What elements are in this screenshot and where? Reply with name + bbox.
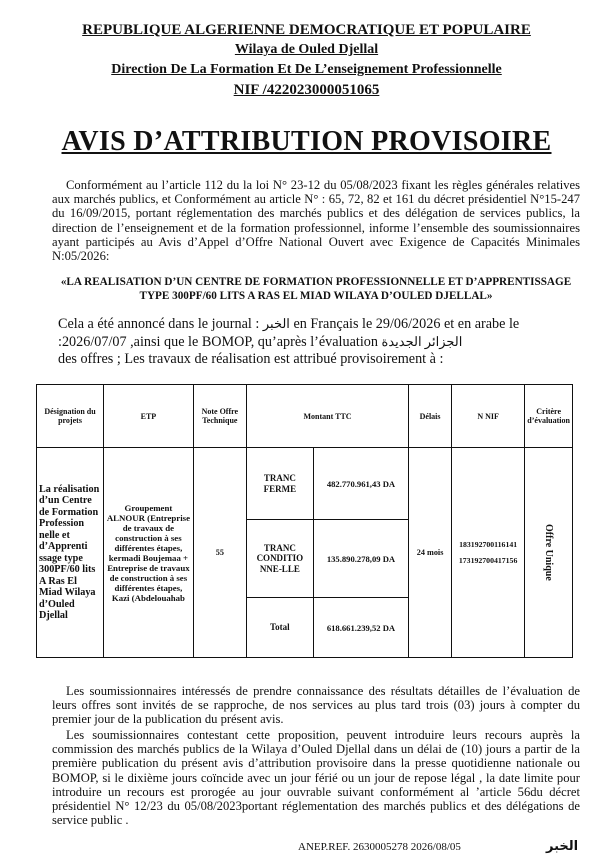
cell-note: 55 bbox=[193, 448, 246, 658]
header-nif: NIF /422023000051065 bbox=[233, 82, 380, 98]
intro-text: Conformément au l’article 112 du la loi N° 23-12 du 05/08/2023 fixant les règles générales relatives aux marchés publics, et Conformément au article N° : 65, 72, 82 et 161 du décret présidentiel N°15-247 du 16/09/2015, portant réglementation des marchés publics et des délégation de services publics, la direction de l’enseignement et de la formation professionnel, informe l’ensemble des soumissionnaires ayant participés au Avis d’Appel d’Offre National Ouvert avec Exigence de Capacités Minimales N:05/2026: bbox=[52, 178, 580, 264]
annonce-paragraph bbox=[58, 315, 578, 368]
annonce-part2: en Français le 29/06/2026 et en arabe le :2026/07/07 ,ainsi que le BOMOP, qu’après l’évaluation bbox=[58, 316, 520, 350]
col-nif: N NIF bbox=[451, 385, 524, 448]
cell-delais: 24 mois bbox=[409, 448, 452, 658]
newspaper-logo: الخبر bbox=[546, 839, 579, 854]
col-montant: Montant TTC bbox=[246, 385, 408, 448]
cell-tranche-ferme: TRANC FERME bbox=[246, 448, 313, 520]
intro-paragraph bbox=[52, 178, 580, 263]
col-delais: Délais bbox=[409, 385, 452, 448]
header-direction: Direction De La Formation Et De L’enseignement Professionnelle bbox=[111, 62, 502, 77]
annonce-part1: Cela a été annoncé dans le journal : bbox=[58, 316, 263, 332]
journal-arabic-1: الخبر bbox=[262, 316, 290, 331]
page-title: AVIS D’ATTRIBUTION PROVISOIRE bbox=[61, 126, 552, 157]
paragraph-consultation: Les soumissionnaires intéressés de prendre connaissance des résultats détailles de l’évaluation de leurs offres sont invités de se rapproche, de nos services au plus tard trois (03) jours à compter du premier jour de la publication du présent avis. bbox=[52, 684, 580, 727]
cell-designation: La réalisation d’un Centre de Formation Profession nelle et d’Apprenti ssage type 300PF/60 lits A Ras El Miad Wilaya d’Ouled Djellal bbox=[37, 448, 104, 658]
cell-total: Total bbox=[246, 598, 313, 658]
col-note: Note Offre Technique bbox=[193, 385, 246, 448]
paragraph-recours: Les soumissionnaires contestant cette proposition, peuvent introduire leurs recours auprès la commission des marchés publics de la Wilaya d’Ouled Djellal dans un délai de (10) jours a partir de la première publication du présent avis d’attribution provisoire dans la presse quotidienne nationale ou BOMOP, si le dixième jours coïncide avec un jour férié ou un jour de repose légal , la date limite pour introduire un recours est prorogée au jour ouvrable suivant conformément al ’article 56du décret présidentiel N° 12/23 du 05/08/2023portant réglementation des marchés publics et des délégations de service public . bbox=[52, 728, 580, 828]
journal-arabic-2: الجزائر الجديدة bbox=[381, 334, 463, 349]
col-etp: ETP bbox=[104, 385, 194, 448]
cell-critere bbox=[525, 448, 573, 658]
anep-reference: ANEP.REF. 2630005278 2026/08/05 bbox=[298, 841, 461, 853]
header-republic: REPUBLIQUE ALGERIENNE DEMOCRATIQUE ET POPULAIRE bbox=[82, 22, 531, 38]
col-designation: Désignation du projets bbox=[37, 385, 104, 448]
nif-1: 183192700116141 bbox=[459, 539, 518, 549]
header-wilaya: Wilaya de Ouled Djellal bbox=[234, 42, 379, 57]
cell-nif bbox=[451, 448, 524, 658]
col-critere: Critère d’évaluation bbox=[525, 385, 573, 448]
attribution-table bbox=[36, 384, 573, 658]
nif-2: 173192700417156 bbox=[458, 555, 518, 565]
cell-total-amount: 618.661.239,52 DA bbox=[313, 598, 408, 658]
cell-tranche-cond: TRANC CONDITIO NNE-LLE bbox=[246, 520, 313, 598]
cell-tranche-ferme-amount: 482.770.961,43 DA bbox=[313, 448, 408, 520]
cell-tranche-cond-amount: 135.890.278,09 DA bbox=[313, 520, 408, 598]
critere-value: Offre Unique bbox=[543, 524, 555, 581]
annonce-part3: des offres ; Les travaux de réalisation est attribué provisoirement à : bbox=[58, 351, 444, 367]
project-title: «LA REALISATION D’UN CENTRE DE FORMATION PROFESSIONNELLE ET D’APPRENTISSAGE TYPE 300PF/60 LITS A RAS EL MIAD WILAYA D’OULED DJELLAL» bbox=[60, 276, 572, 302]
cell-etp: Groupement ALNOUR (Entreprise de travaux de construction à ses différentes étapes, kermadi Boujemaa + Entreprise de travaux de construction à ses différentes étapes, Kazi (Abdelouahab bbox=[104, 448, 194, 658]
